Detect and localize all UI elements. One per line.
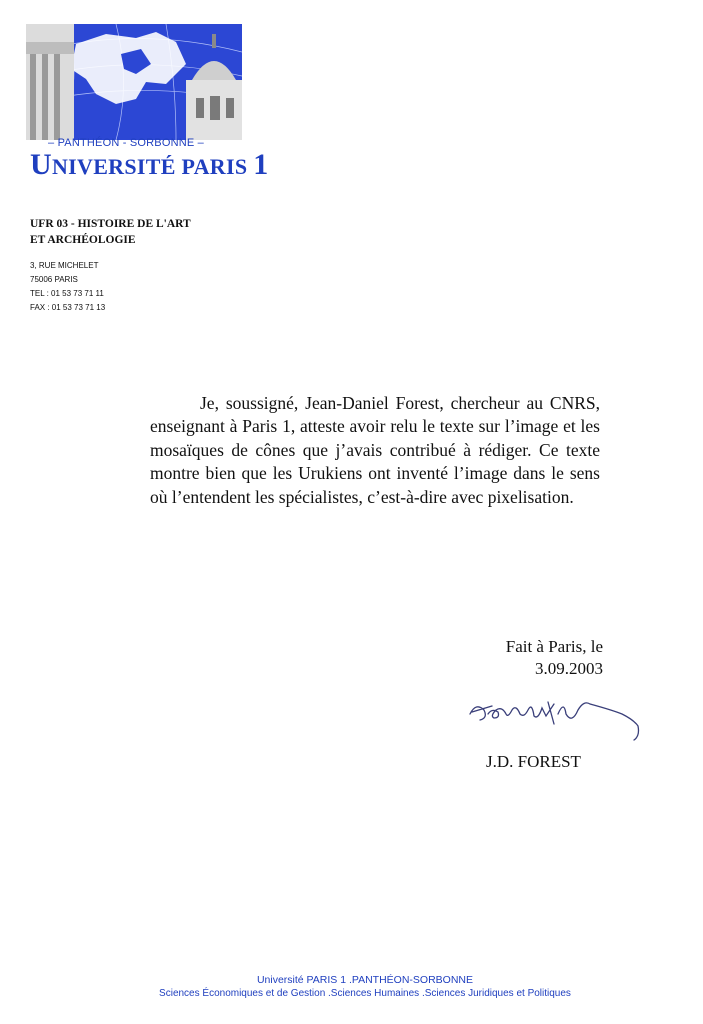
address-block <box>30 259 105 315</box>
university-name-initial: U <box>30 148 52 181</box>
logo-illustration <box>26 24 242 140</box>
logo-subtitle: – PANTHÉON - SORBONNE – <box>48 137 204 149</box>
department-heading <box>30 216 191 248</box>
letter-date: 3.09.2003 <box>535 659 603 678</box>
letter-body: Je, soussigné, Jean-Daniel Forest, chercheur au CNRS, enseignant à Paris 1, atteste avoir relu le texte sur l’image et les mosaïques de cônes que j’avais contribué à rédiger. Ce texte montre bien que les Urukiens ont inventé l’image dans le sens où l’entendent les spécialistes, c’est-à-dire avec pixelisation. <box>150 393 600 507</box>
address-fax: FAX : 01 53 73 71 13 <box>30 303 106 312</box>
department-line-2: ET ARCHÉOLOGIE <box>30 234 136 246</box>
footer <box>0 974 703 1000</box>
university-name-rest: NIVERSITÉ PARIS <box>51 154 248 179</box>
footer-line-1: Université PARIS 1 .PANTHÉON-SORBONNE <box>256 974 474 986</box>
university-logo <box>26 24 269 181</box>
address-street: 3, RUE MICHELET <box>30 261 99 270</box>
address-tel: TEL : 01 53 73 71 11 <box>30 289 104 298</box>
address-city: 75006 PARIS <box>30 275 78 284</box>
signer-name: J.D. FOREST <box>486 752 581 771</box>
university-name <box>30 148 269 182</box>
place-line: Fait à Paris, le <box>505 637 603 656</box>
department-line-1: UFR 03 - HISTOIRE DE L'ART <box>30 218 191 230</box>
footer-line-2: Sciences Économiques et de Gestion .Sciences Humaines .Sciences Juridiques et Politiques <box>159 988 571 999</box>
university-name-number: 1 <box>253 148 269 181</box>
place-date <box>506 636 603 680</box>
handwritten-signature <box>462 680 662 744</box>
